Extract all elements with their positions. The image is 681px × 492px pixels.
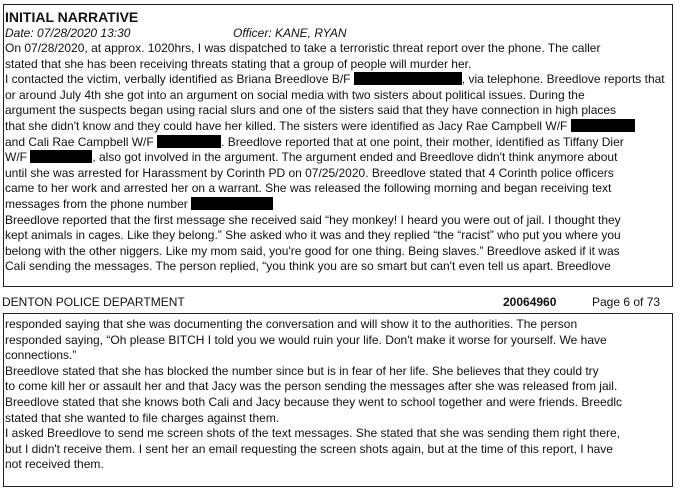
narrative-line (5, 213, 667, 229)
narrative-line: Breedlove stated that she has blocked the number since but is in fear of her life. She believes that they could try (5, 363, 599, 378)
narrative-text: kept animals in cages. Like they belong.” She asked who it was and they replied “the “racist” who put you where you (5, 228, 621, 243)
narrative-line: responded saying that she was documenting the conversation and will show it to the authorities. The person (5, 317, 578, 331)
narrative-line: Breedlove stated that she knows both Cali and Jacy because they went to school together and were friends. Breedlc (5, 394, 623, 409)
narrative-line (5, 119, 667, 135)
narrative-line: I asked Breedlove to send me screen shots of the text messages. She stated that she was sending them right there, (5, 426, 621, 441)
page-number: Page 6 of 73 (592, 295, 661, 309)
case-number: 20064960 (503, 295, 557, 309)
redaction-bar (354, 72, 462, 85)
narrative-text: , also got involved in the argument. The argument ended and Breedlove didn't think anymore about (92, 150, 618, 165)
narrative-line: responded saying, “Oh please BITCH I told you we would ruin your life. Don't make it worse for yourself. We have (5, 332, 607, 347)
page-footer (0, 294, 681, 310)
redaction-bar (191, 197, 273, 210)
redaction-bar (571, 119, 635, 132)
narrative-line (5, 135, 667, 151)
narrative-text: messages from the phone number (5, 196, 192, 211)
narrative-text: stated that she has been receiving threats stating that a group of people will murder her. (5, 56, 472, 71)
narrative-line: connections.” (5, 348, 77, 363)
narrative-line: but I didn't receive them. I sent her an email requesting the screen shots again, but at the time of this report, I have (5, 441, 613, 456)
report-officer: Officer: KANE, RYAN (233, 26, 347, 40)
narrative-text: W/F (5, 150, 31, 165)
narrative-line (5, 228, 667, 244)
narrative-text: and Cali Rae Campbell W/F (5, 134, 158, 149)
narrative-line: to come kill her or assault her and that Jacy was the person sending the messages after she was released from jail. (5, 379, 618, 394)
narrative-line (5, 103, 667, 119)
narrative-line (5, 197, 667, 213)
narrative-text-page2 (5, 317, 667, 473)
narrative-line (5, 244, 667, 260)
narrative-text-page1 (5, 41, 667, 275)
narrative-text: came to her work and arrested her on a warrant. She was released the following morning and began receiving text (5, 181, 612, 196)
department-name: DENTON POLICE DEPARTMENT (2, 295, 185, 309)
narrative-line (5, 88, 667, 104)
narrative-text: On 07/28/2020, at approx. 1020hrs, I was dispatched to take a terroristic threat report over the phone. The caller (5, 41, 601, 55)
narrative-line: stated that she wanted to file charges against them. (5, 410, 280, 425)
narrative-text: Breedlove reported that the first message she received said “hey monkey! I heard you were out of jail. I thought they (5, 212, 621, 227)
redaction-bar (157, 135, 221, 148)
narrative-text: that she didn't know and they could have her killed. The sisters were identified as Jacy Rae Campbell W/F (5, 118, 571, 133)
narrative-text: . Breedlove reported that at one point, their mother, identified as Tiffany Dier (221, 134, 624, 149)
redaction-bar (30, 150, 92, 163)
narrative-text: belong with the other niggers. Like my mom said, you're good for one thing. Being slaves.” Breedlove asked if it was (5, 243, 620, 258)
report-date: Date: 07/28/2020 13:30 (5, 26, 131, 40)
narrative-text: argument the suspects began using racial slurs and one of the sisters said that they have connection in high places (5, 103, 617, 118)
narrative-text: Cali sending the messages. The person replied, “you think you are so smart but can't even tell us apart. Breedlove (5, 259, 611, 274)
narrative-text: or around July 4th she got into an argument on social media with two sisters about political issues. During the (5, 87, 585, 102)
narrative-line (5, 259, 667, 275)
narrative-line (5, 181, 667, 197)
narrative-text: , via telephone. Breedlove reports that (461, 72, 665, 87)
report-meta (5, 26, 347, 40)
narrative-line (5, 72, 667, 88)
narrative-line (5, 57, 667, 73)
narrative-line (5, 41, 667, 57)
narrative-line (5, 166, 667, 182)
section-title: INITIAL NARRATIVE (5, 9, 139, 25)
narrative-text: I contacted the victim, verbally identified as Briana Breedlove B/F (5, 72, 354, 87)
narrative-text: until she was arrested for Harassment by Corinth PD on 07/25/2020. Breedlove stated that 4 Corinth police officers (5, 165, 614, 180)
narrative-line: not received them. (5, 457, 104, 472)
narrative-line (5, 150, 667, 166)
